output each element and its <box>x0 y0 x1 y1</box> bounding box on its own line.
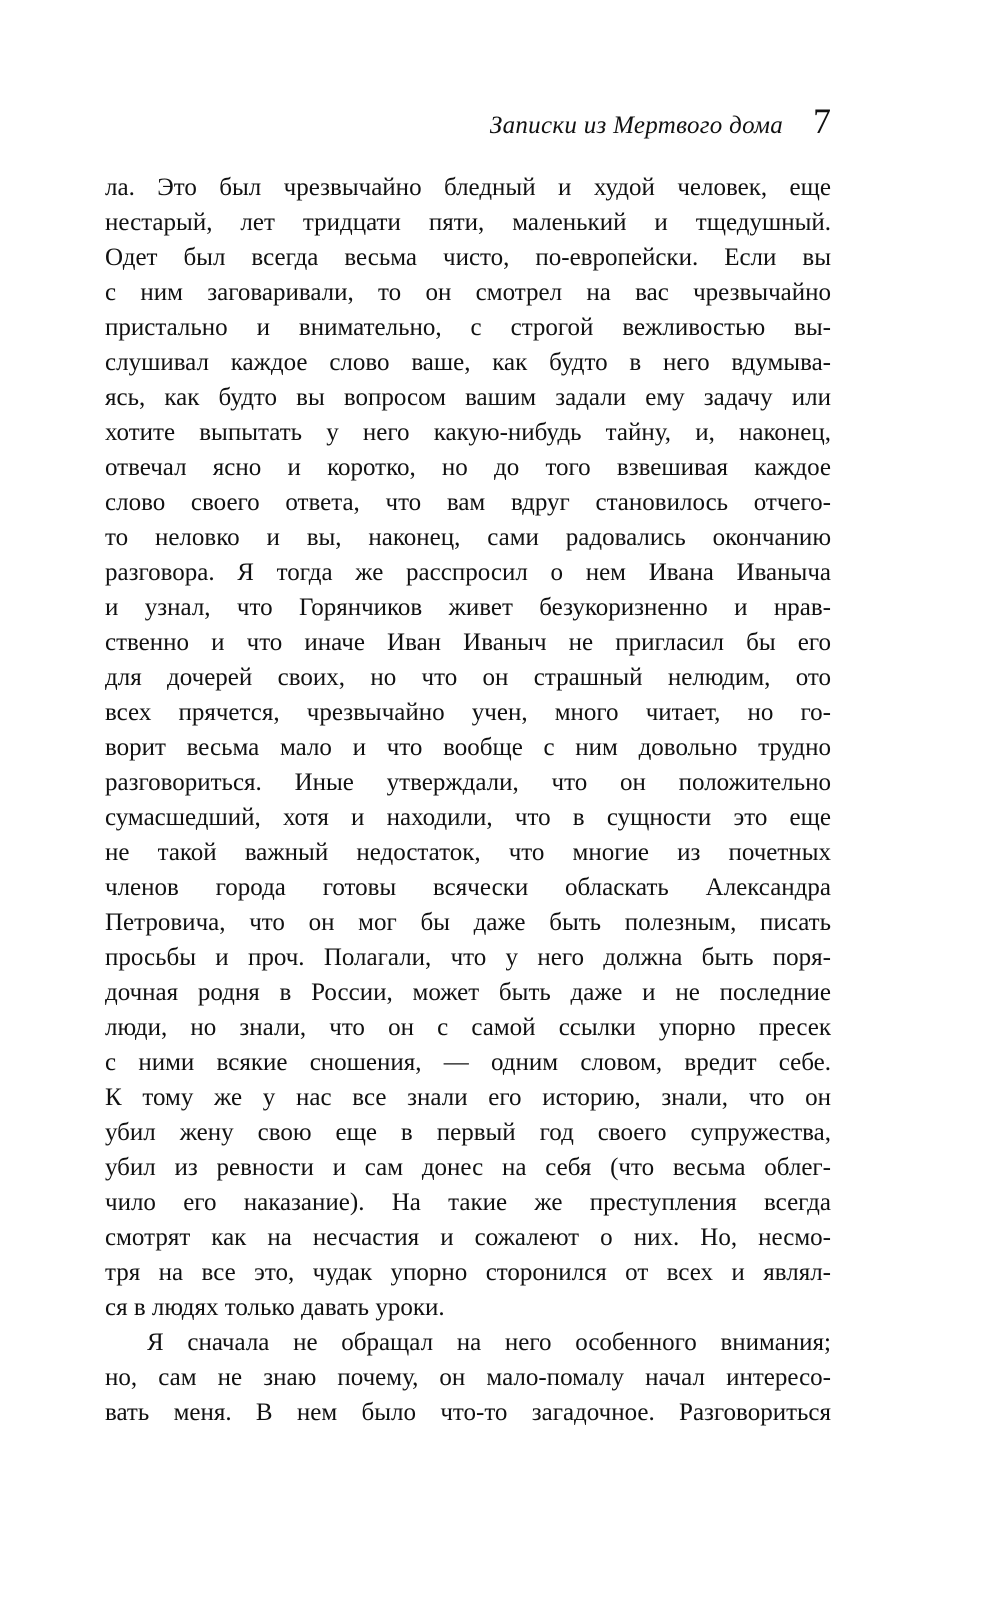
body-text <box>105 170 831 1430</box>
text-line: слушивал каждое слово ваше, как будто в него вдумыва- <box>105 349 831 376</box>
page-number: 7 <box>813 101 831 141</box>
text-line: дочная родня в России, может быть даже и не последние <box>105 979 831 1006</box>
text-line: ся в людях только давать уроки. <box>105 1294 445 1321</box>
text-line: не такой важный недостаток, что многие из почетных <box>105 839 831 866</box>
text-line: слово своего ответа, что вам вдруг становилось отчего- <box>105 489 831 516</box>
text-line: Я сначала не обращал на него особенного внимания; <box>147 1329 831 1356</box>
text-line: членов города готовы всячески обласкать Александра <box>105 874 831 901</box>
text-line: ясь, как будто вы вопросом вашим задали ему задачу или <box>105 384 831 411</box>
paragraph <box>105 170 831 1325</box>
text-line: Петровича, что он мог бы даже быть полезным, писать <box>105 909 831 936</box>
text-line: К тому же у нас все знали его историю, знали, что он <box>105 1084 831 1111</box>
text-line: разговориться. Иные утверждали, что он положительно <box>105 769 831 796</box>
paragraph <box>105 1325 831 1430</box>
text-line: Одет был всегда весьма чисто, по-европейски. Если вы <box>105 244 831 271</box>
text-line: но, сам не знаю почему, он мало-помалу начал интересо- <box>105 1364 831 1391</box>
text-line: смотрят как на несчастия и сожалеют о них. Но, несмо- <box>105 1224 831 1251</box>
text-line: отвечал ясно и коротко, но до того взвешивая каждое <box>105 454 831 481</box>
text-line: просьбы и проч. Полагали, что у него должна быть поря- <box>105 944 831 971</box>
text-line: разговора. Я тогда же расспросил о нем Ивана Иваныча <box>105 559 831 586</box>
text-line: ворит весьма мало и что вообще с ним довольно трудно <box>105 734 831 761</box>
page-header <box>105 100 831 142</box>
running-title: Записки из Мертвого дома <box>489 112 783 139</box>
text-line: хотите выпытать у него какую-нибудь тайну, и, наконец, <box>105 419 831 446</box>
text-line: чило его наказание). На такие же преступления всегда <box>105 1189 831 1216</box>
text-line: убил жену свою еще в первый год своего супружества, <box>105 1119 831 1146</box>
text-line: то неловко и вы, наконец, сами радовались окончанию <box>105 524 831 551</box>
text-line: вать меня. В нем было что-то загадочное. Разговориться <box>105 1399 831 1426</box>
text-line: пристально и внимательно, с строгой вежливостью вы- <box>105 314 831 341</box>
text-line: и узнал, что Горянчиков живет безукоризненно и нрав- <box>105 594 831 621</box>
text-line: для дочерей своих, но что он страшный нелюдим, ото <box>105 664 831 691</box>
text-line: люди, но знали, что он с самой ссылки упорно пресек <box>105 1014 831 1041</box>
text-line: тря на все это, чудак упорно сторонился от всех и являл- <box>105 1259 831 1286</box>
text-line: ла. Это был чрезвычайно бледный и худой человек, еще <box>105 174 831 201</box>
text-line: убил из ревности и сам донес на себя (что весьма облег- <box>105 1154 831 1181</box>
text-line: сумасшедший, хотя и находили, что в сущности это еще <box>105 804 831 831</box>
text-line: с ними всякие сношения, — одним словом, вредит себе. <box>105 1049 831 1076</box>
text-line: ственно и что иначе Иван Иваныч не пригласил бы его <box>105 629 831 656</box>
text-line: всех прячется, чрезвычайно учен, много читает, но го- <box>105 699 831 726</box>
text-line: с ним заговаривали, то он смотрел на вас чрезвычайно <box>105 279 831 306</box>
text-line: нестарый, лет тридцати пяти, маленький и тщедушный. <box>105 209 831 236</box>
